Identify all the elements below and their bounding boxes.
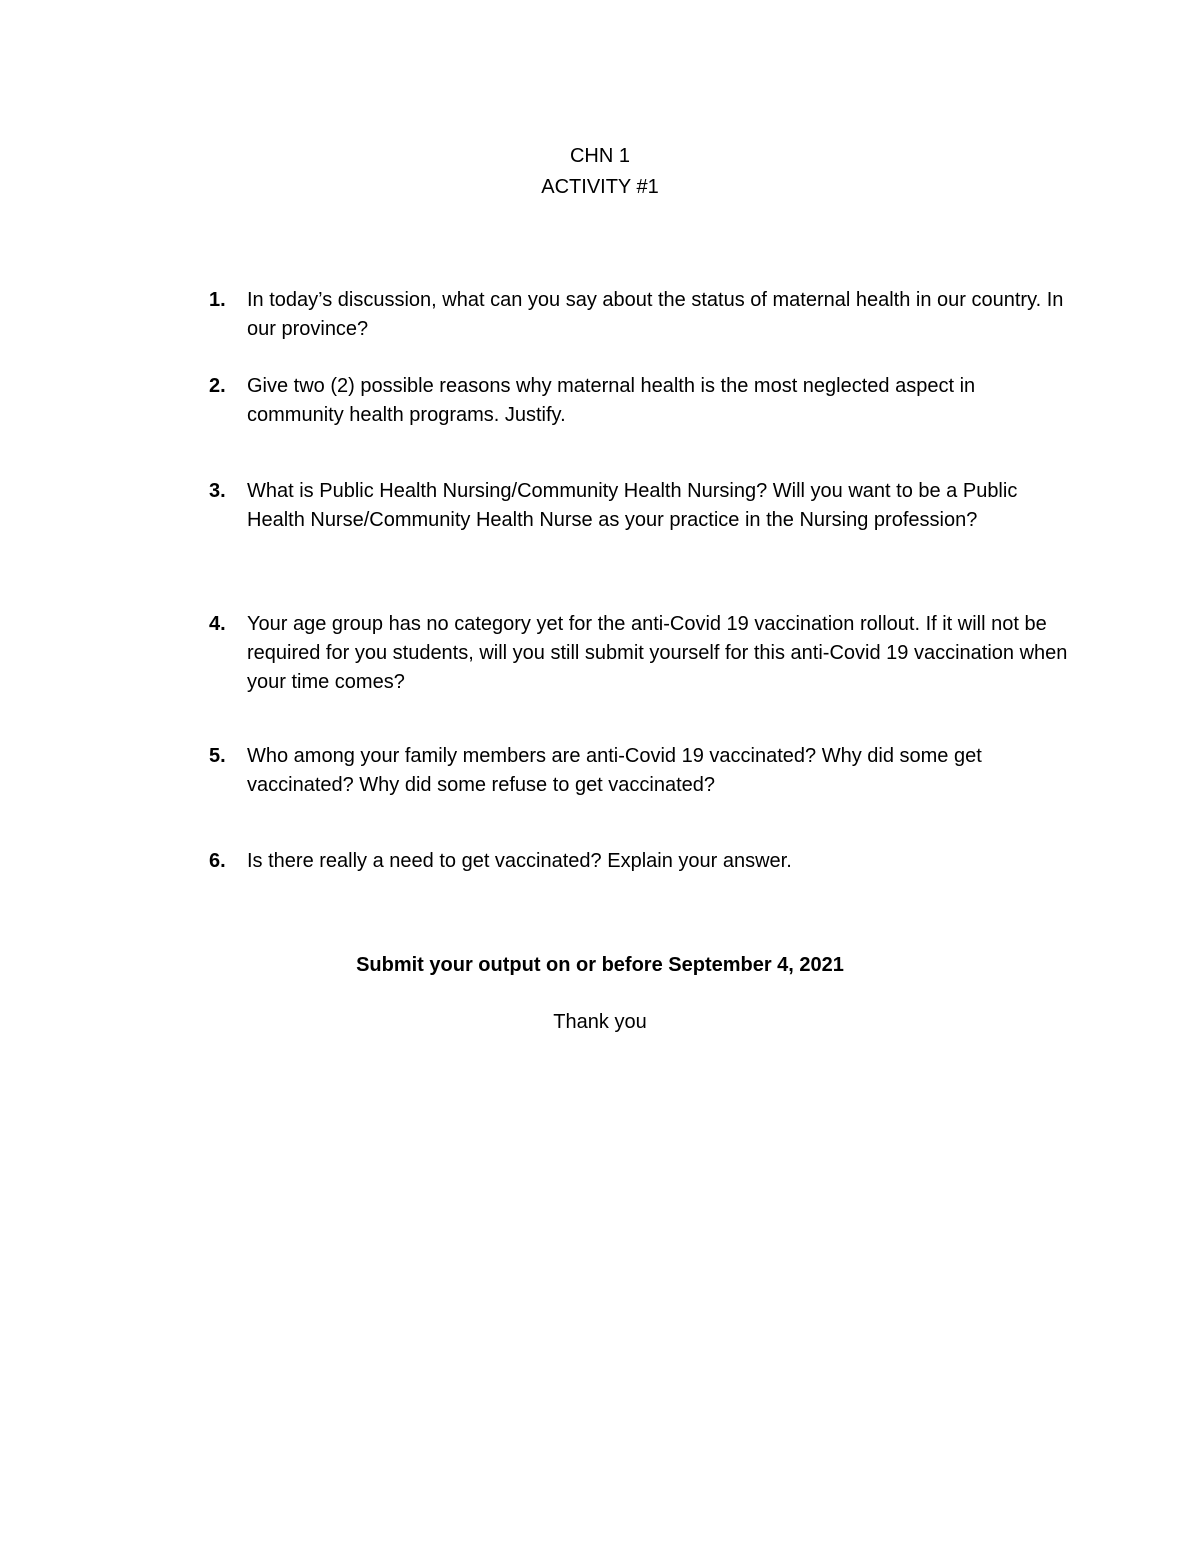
course-title: CHN 1 [569,145,630,167]
submission-deadline: Submit your output on or before September 4, 2021 [356,954,844,976]
question-number: 3. [209,480,226,502]
question-text: Who among your family members are anti-Covid 19 vaccinated? Why did some get vaccinated? Why did some refuse to get vaccinated? [247,745,982,796]
closing-note: Thank you [553,1011,647,1033]
question-text: Give two (2) possible reasons why maternal health is the most neglected aspect in community health programs. Justify. [247,375,976,426]
question-number: 1. [209,289,226,311]
question-text: In today’s discussion, what can you say about the status of maternal health in our country. In our province? [247,289,1064,340]
activity-title: ACTIVITY #1 [541,176,659,198]
question-number: 5. [209,745,226,767]
question-text: Your age group has no category yet for the anti-Covid 19 vaccination rollout. If it will not be required for you students, will you still submit yourself for this anti-Covid 19 vaccination when your time comes? [247,613,1068,693]
question-number: 2. [209,375,226,397]
question-text: Is there really a need to get vaccinated? Explain your answer. [247,850,792,872]
question-number: 4. [209,613,226,635]
question-text: What is Public Health Nursing/Community Health Nursing? Will you want to be a Public Health Nurse/Community Health Nurse as your practice in the Nursing profession? [247,480,1018,531]
question-number: 6. [209,850,226,872]
